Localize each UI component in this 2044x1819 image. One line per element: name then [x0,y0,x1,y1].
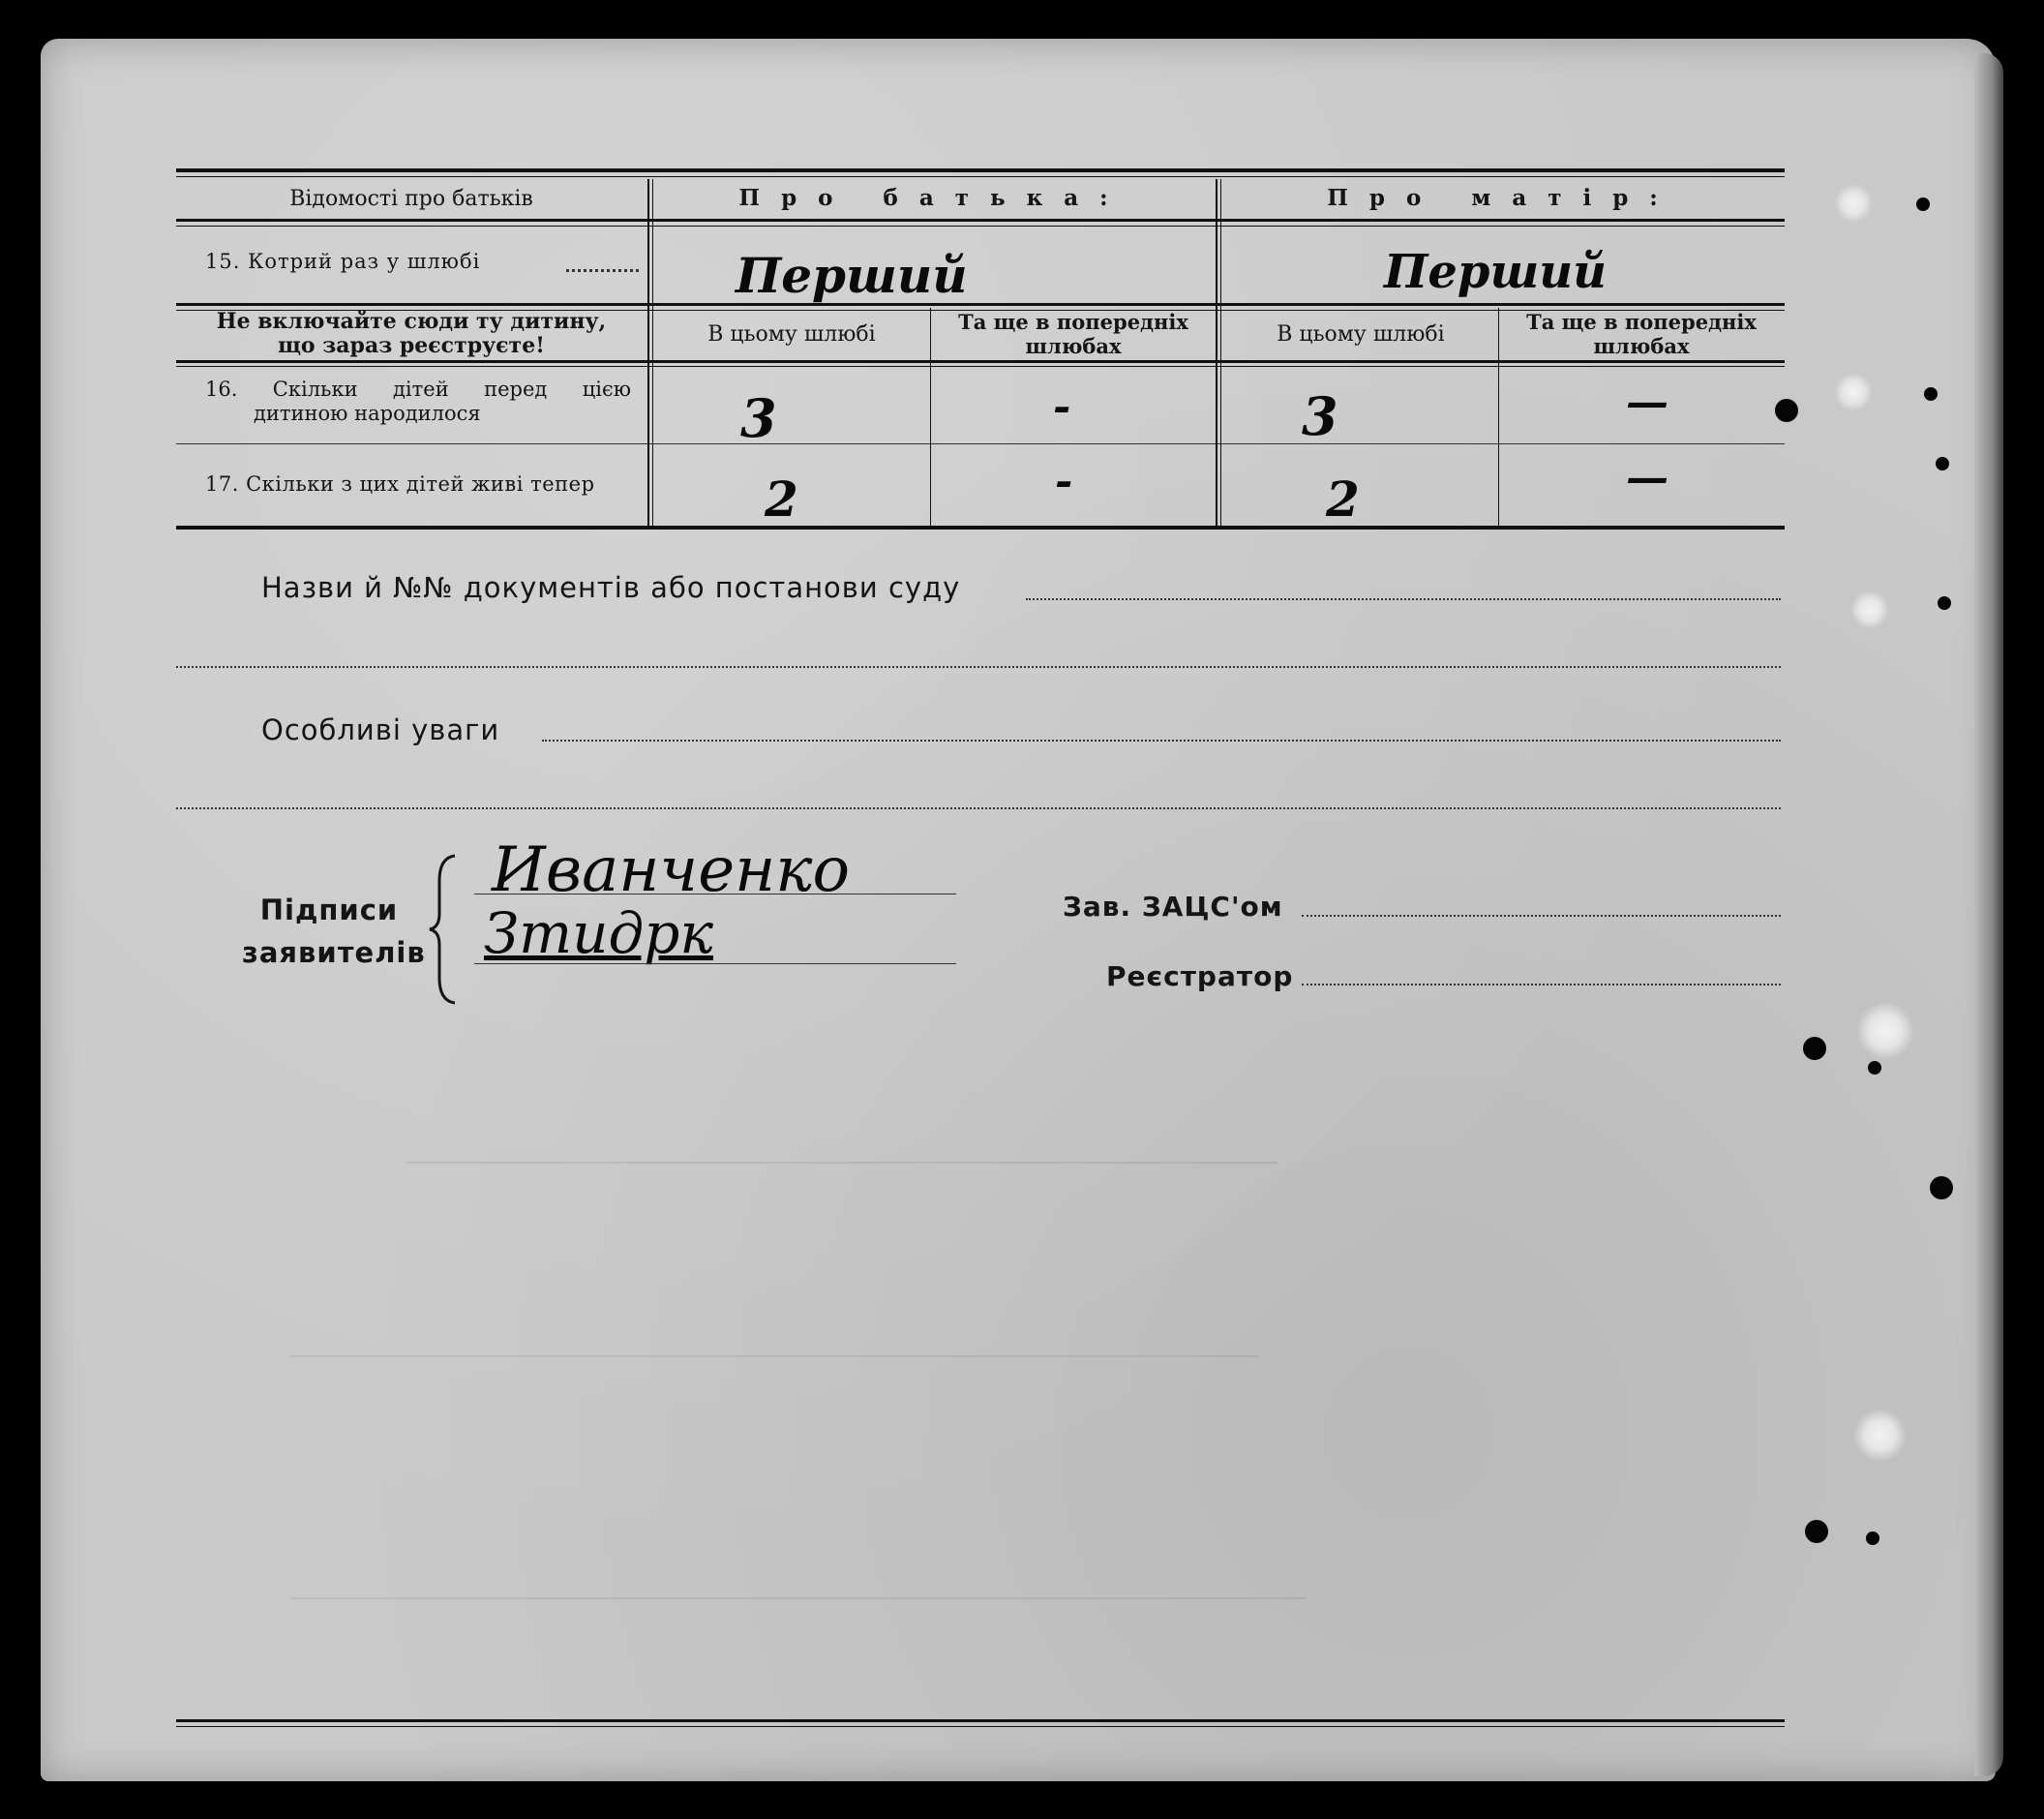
row17-father-this: 2 [765,470,798,528]
subheader-rule-thin [176,366,1785,367]
page-bottom-rule-thin [176,1726,1785,1727]
punch-hole-5 [1938,596,1951,610]
page-bottom-rule [176,1719,1785,1722]
col1-divider-b [652,179,653,528]
father-prev-line1: Та ще в попередніх [958,310,1188,334]
signatures-label-line1: Підписи [259,894,399,926]
signature-2: Зтидрк [484,900,714,966]
documents-line [1026,598,1781,600]
punch-hole-2 [1775,399,1798,422]
row17-mother-prev: — [1626,453,1668,502]
exclusion-note [184,310,639,358]
registrar-line [1302,984,1781,985]
row16-father-this: 3 [740,387,777,449]
head-of-registry-label: Зав. ЗАЦС'ом [1063,891,1283,923]
registrar-label: Реєстратор [1106,960,1294,992]
row16-father-prev: - [1053,382,1071,432]
punch-hole-7 [1868,1061,1881,1075]
documents-line-2 [176,666,1781,668]
documents-label: Назви й №№ документів або постанови суду [261,571,961,604]
signature-2-line [474,963,956,964]
signatures-label-line2: заявителів [242,936,426,969]
tear-mark-4 [1856,1002,1914,1060]
mother-prev-marriages-header [1499,310,1784,358]
signatures-brace [426,852,465,1007]
mother-this-marriage-header: В цьому шлюбі [1277,322,1445,347]
row16-label-line2: дитиною народилося [254,402,481,425]
punch-hole-8 [1930,1176,1953,1199]
header-parents-info: Відомості про батьків [289,187,533,211]
remarks-label: Особливі уваги [261,713,500,746]
father-this-marriage-header: В цьому шлюбі [707,322,876,347]
punch-hole-4 [1936,457,1949,470]
row15-rule [176,303,1785,306]
father-prev-line2: шлюбах [1025,334,1122,358]
head-of-registry-line [1302,915,1781,917]
signatures-label [242,889,426,974]
row15-label-dots [566,269,639,272]
bleed-through-2 [290,1307,1258,1357]
bleed-through-1 [406,1113,1278,1164]
father-prev-marriages-header [931,310,1216,358]
punch-hole-9 [1805,1520,1828,1543]
row15-father-value: Перший [736,247,968,304]
row17-label: 17. Скільки з цих дітей живі тепер [205,472,595,496]
exclusion-note-line2: що зараз реєструєте! [278,333,545,358]
header-mother: Про матір: [1327,185,1679,211]
tear-mark-1 [1834,184,1873,223]
row15-label: 15. Котрий раз у шлюбі [205,250,481,273]
row17-father-prev: - [1055,457,1073,506]
remarks-line-2 [176,807,1781,809]
tear-mark-5 [1853,1409,1907,1462]
bleed-through-3 [290,1549,1307,1599]
table-bottom-rule [176,526,1785,530]
row16-rule [176,443,1785,444]
header-father: Про батька: [738,185,1129,211]
punch-hole-6 [1803,1037,1826,1060]
subheader-rule [176,360,1785,363]
signature-1: Иванченко [492,834,850,906]
punch-hole-1 [1916,197,1930,211]
row16-mother-prev: — [1626,378,1668,427]
row16-mother-this: 3 [1302,385,1338,447]
mother-prev-line1: Та ще в попередніх [1526,310,1757,334]
father-mother-divider-b [1220,179,1221,528]
row15-mother-value: Перший [1384,245,1608,299]
punch-hole-3 [1924,387,1938,401]
row16-label-line1: 16. Скільки дітей перед цією [205,378,631,401]
table-top-rule-thin [176,176,1785,177]
mother-prev-line2: шлюбах [1593,334,1690,358]
row17-mother-this: 2 [1326,470,1360,528]
exclusion-note-line1: Не включайте сюди ту дитину, [216,309,607,334]
tear-mark-3 [1850,591,1889,629]
father-mother-divider [1216,179,1217,528]
row16-label [205,378,641,426]
tear-mark-2 [1834,373,1873,411]
table-top-rule [176,168,1785,172]
remarks-line [542,740,1781,742]
page-edge [1974,53,2003,1776]
header-rule-thin [176,226,1785,227]
punch-hole-10 [1866,1531,1879,1545]
header-rule [176,219,1785,222]
